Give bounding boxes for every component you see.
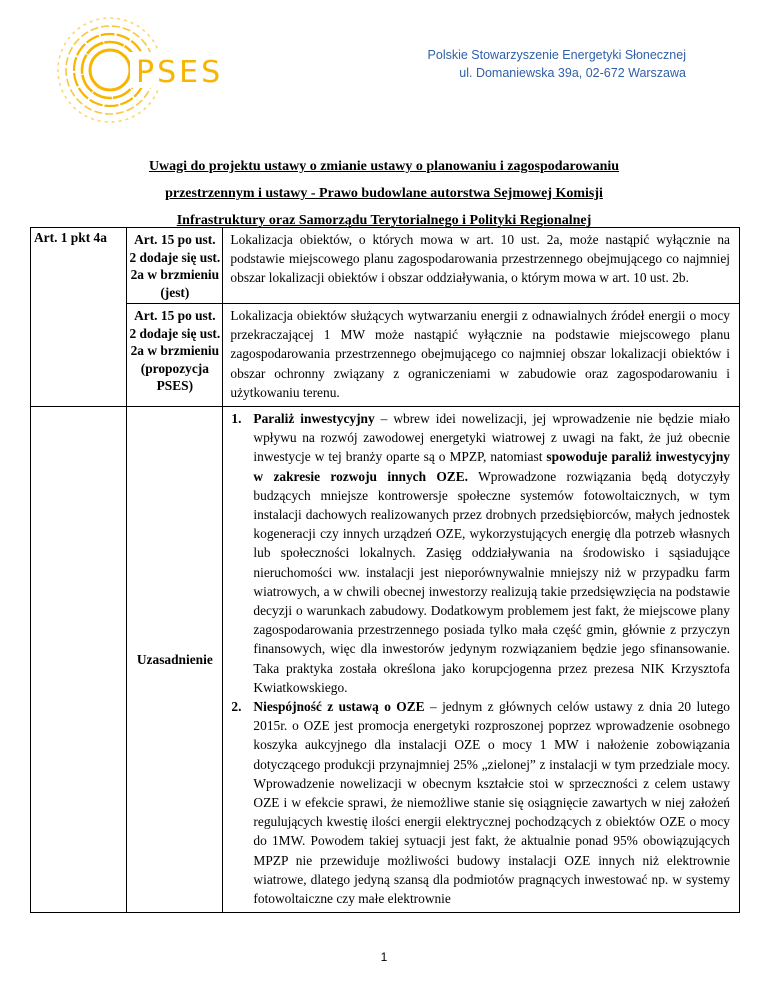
document-title	[40, 153, 728, 234]
logo-text: PSES	[136, 55, 224, 90]
list-item	[230, 409, 730, 697]
row-text: Lokalizacja obiektów, o których mowa w art. 10 ust. 2a, może nastąpić wyłącznie na podstawie miejscowego planu zagospodarowania przestrzennego obejmującego co najmniej obszar lokalizacji obiektów i obszar oddziaływania, o którym mowa w art. 10 ust. 2b.	[223, 228, 740, 304]
title-line-2: przestrzennym i ustawy - Prawo budowlane autorstwa Sejmowej Komisji	[165, 186, 603, 201]
item-number: 2.	[231, 699, 242, 715]
page-footer	[0, 936, 768, 994]
article-cell: Art. 1 pkt 4a	[31, 228, 127, 407]
comments-table	[30, 227, 740, 913]
title-line-1: Uwagi do projektu ustawy o zmianie ustawy o planowaniu i zagospodarowaniu	[148, 159, 620, 174]
justification-label: Uzasadnienie	[127, 407, 223, 913]
pses-logo	[38, 8, 248, 128]
item-heading: Paraliż inwestycyjny	[253, 411, 375, 427]
table-row	[31, 304, 740, 407]
org-name: Polskie Stowarzyszenie Energetyki Słonecznej	[427, 48, 686, 62]
item-bold: spowoduje paraliż inwestycyjny w zakresie rozwoju innych OZE.	[253, 449, 730, 484]
item-number: 1.	[231, 411, 242, 427]
row-label: Art. 15 po ust. 2 dodaje się ust. 2a w brzmieniu (propozycja PSES)	[127, 304, 223, 407]
page-number: 1	[380, 950, 388, 964]
item-text: – jednym z głównych celów ustawy z dnia 20 lutego 2015r. o OZE jest promocja energetyki rozproszonej poprzez wprowadzenie osobnego koszyka aukcyjnego dla instalacji OZE o mocy 1 MW i nałożenie zobowiązania dotyczącego produkcji przynajmniej 25% „zielonej” z instalacji w tym przedziale mocy. Wprowadzenie nowelizacji w obecnym kształcie stoi w sprzeczności z celem ustawy OZE i w efekcie sprawi, że niemożliwe stanie się osiągnięcie zawartych w niej założeń regulujących kwestię ilości energii elektrycznej pochodzących z obiektów OZE o mocy do 1MW. Powodem takiej sytuacji jest fakt, że aktualnie ponad 95% obowiązujących MPZP nie przewiduje możliwości budowy instalacji OZE innych niż elektrownie wiatrowe, dlatego jedyną szansą dla podmiotów pragnących inwestować np. w systemy fotowoltaiczne czy małe elektrownie	[253, 699, 730, 907]
list-item	[230, 697, 730, 908]
title-line-3: Infrastruktury oraz Samorządu Terytorialnego i Polityki Regionalnej	[176, 213, 592, 228]
row-text: Lokalizacja obiektów służących wytwarzaniu energii z odnawialnych źródeł energii o mocy przekraczającej 1 MW może nastąpić wyłącznie na podstawie miejscowego planu zagospodarowania przestrzennego obejmującego co najmniej obszar lokalizacji obiektów i obszar ochronny związany z ograniczeniami w zabudowie oraz zagospodarowaniu i użytkowaniu terenu.	[223, 304, 740, 407]
row-label: Art. 15 po ust. 2 dodaje się ust. 2a w brzmieniu (jest)	[127, 228, 223, 304]
org-address: ul. Domaniewska 39a, 02-672 Warszawa	[459, 66, 686, 80]
empty-cell	[31, 407, 127, 913]
item-text: Wprowadzone rozwiązania będą dotyczyły budzących mniejsze kontrowersje społeczne systemów fotowoltaicznych, w tym instalacji dachowych realizowanych przez drobnych przedsiębiorców, małych jednostek kogeneracji czy innych urządzeń OZE, wykorzystujących energię dla potrzeb własnych lub społeczności lokalnych. Zasięg oddziaływania na środowisko i sąsiadujące nieruchomości ww. instalacji jest nieporównywalnie mniejszy niż w przypadku farm wiatrowych, a w chwili obecnej inwestorzy realizują takie przedsięwzięcia na podstawie decyzji o warunkach zabudowy. Dodatkowym problemem jest fakt, że miejscowe plany zagospodarowania przestrzennego posiada tylko mała część gmin, głównie z przyczyn finansowych, więc dla inwestorów jedynym rozwiązaniem będzie jego sfinansowanie. Taka praktyka została określona jako korupcjogenna przez prezesa NIK Krzysztofa Kwiatkowskiego.	[253, 468, 731, 695]
item-text: – wbrew idei nowelizacji, jej wprowadzenie nie będzie miało wpływu na rozwój zawodowej energetyki wiatrowej z uwagi na fakt, że już obecnie inwestycje w tej branży oparte są o MPZP, natomiast	[253, 411, 730, 465]
item-heading: Niespójność z ustawą o OZE	[253, 699, 425, 715]
justification-text	[223, 407, 740, 913]
org-header	[428, 46, 686, 82]
table-row	[31, 228, 740, 304]
table-row	[31, 407, 740, 913]
